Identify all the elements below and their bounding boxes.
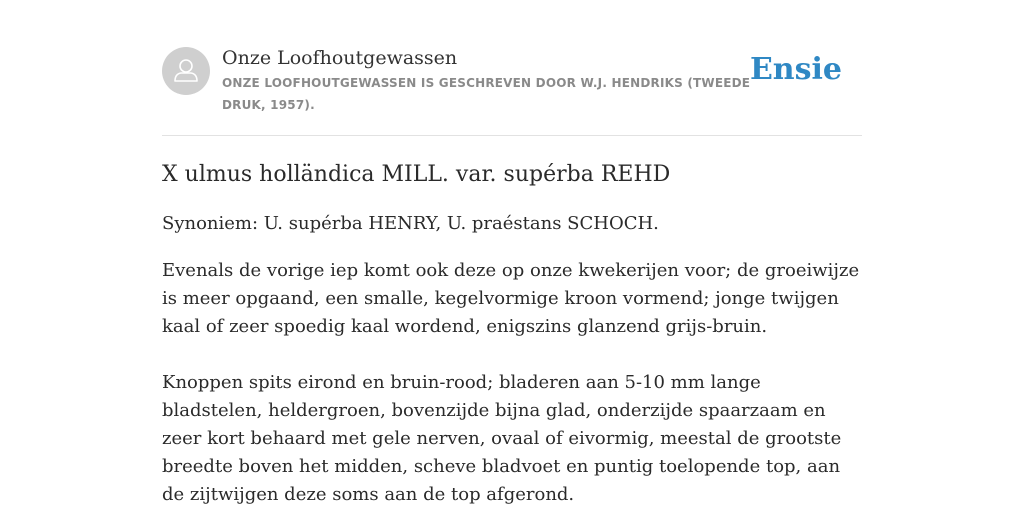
article-paragraph-1: Evenals de vorige iep komt ook deze op onze kwekerijen voor; de groeiwijze is meer opgaand, een smalle, kegelvormige kroon vormend; jonge twijgen kaal of zeer spoedig kaal wordend, enigszins glanzend grijs-bruin. <box>162 260 860 337</box>
source-description: ONZE LOOFHOUTGEWASSEN IS GESCHREVEN DOOR W.J. HENDRIKS (TWEEDE DRUK, 1957). <box>222 76 751 112</box>
synonym-line: Synoniem: U. supérba HENRY, U. praéstans SCHOCH. <box>162 213 659 234</box>
source-header <box>162 46 862 136</box>
article-paragraph-2: Knoppen spits eirond en bruin-rood; bladeren aan 5-10 mm lange bladstelen, heldergroen, bovenzijde bijna glad, onderzijde spaarzaam en zeer kort behaard met gele nerven, ovaal of eivormig, meestal de grootste breedte boven het midden, scheve bladvoet en puntig toelopende top, aan de zijtwijgen deze soms aan de top afgerond. <box>162 372 842 505</box>
ensie-logo[interactable]: Ensie <box>749 52 842 87</box>
article-title: X ulmus holländica MILL. var. supérba REHD <box>162 162 671 187</box>
user-avatar-icon[interactable] <box>162 47 210 95</box>
source-title[interactable]: Onze Loofhoutgewassen <box>222 47 458 69</box>
article <box>162 158 862 509</box>
person-outline-icon <box>162 47 210 95</box>
